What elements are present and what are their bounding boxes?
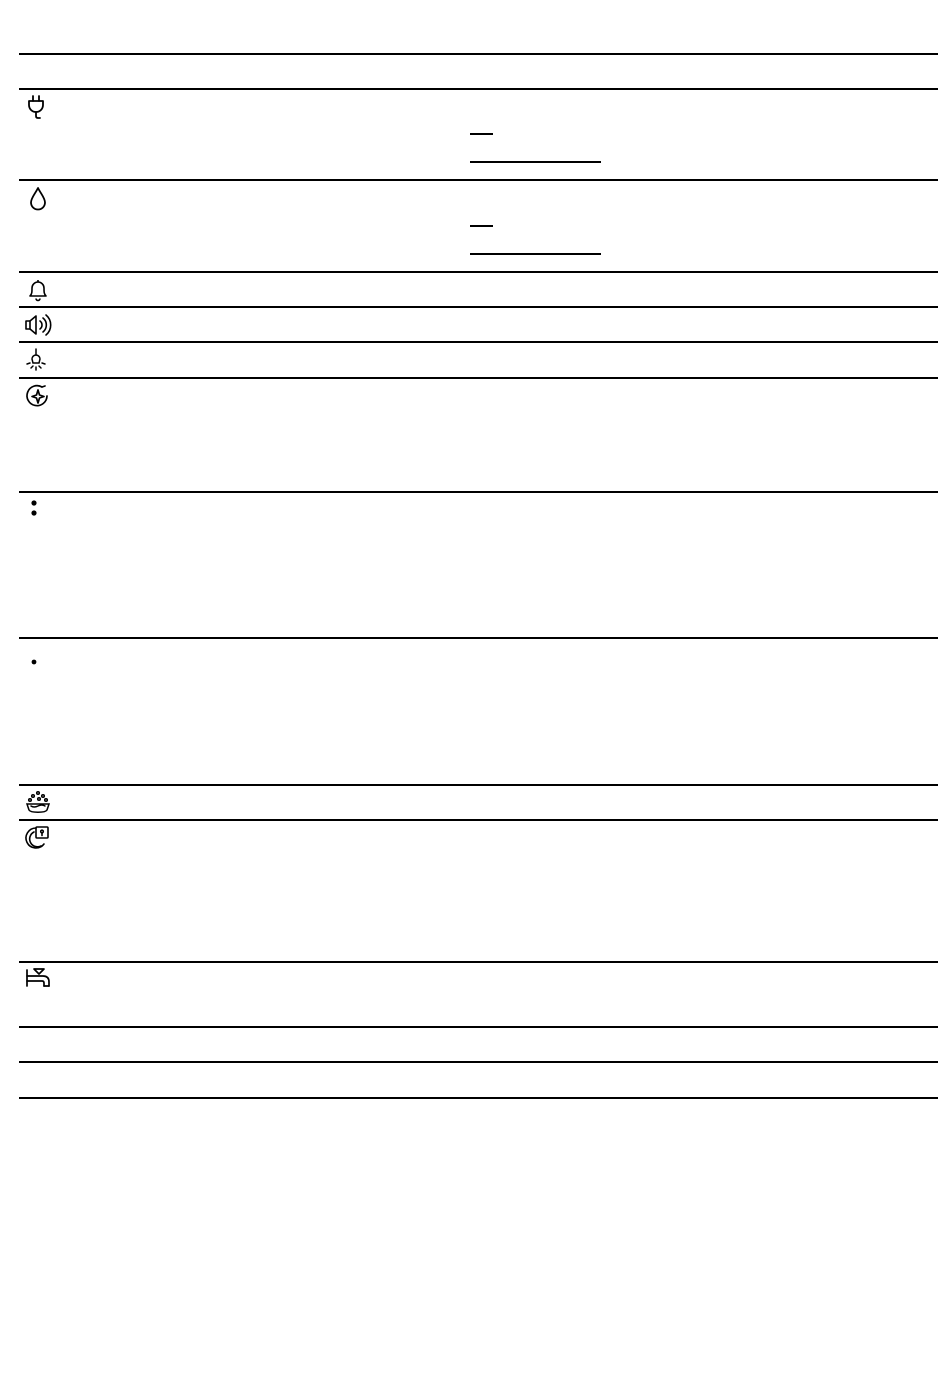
row-rule bbox=[19, 1061, 938, 1063]
row-rule bbox=[19, 1026, 938, 1028]
rinse-aid-icon bbox=[23, 789, 53, 819]
speaker-volume-icon bbox=[23, 310, 53, 340]
light-bulb-icon bbox=[23, 346, 53, 376]
row-rule bbox=[19, 271, 938, 273]
settings-table bbox=[19, 0, 938, 1100]
bell-icon bbox=[23, 276, 53, 306]
value-dash-long bbox=[470, 253, 601, 255]
row-rule bbox=[19, 961, 938, 963]
row-rule bbox=[19, 784, 938, 786]
row-rule bbox=[19, 637, 938, 639]
table-bottom-rule bbox=[19, 1097, 938, 1099]
row-rule bbox=[19, 179, 938, 181]
clean-cycle-icon bbox=[23, 382, 53, 412]
tap-icon bbox=[23, 966, 53, 996]
table-top-rule bbox=[19, 53, 938, 55]
value-dash-short bbox=[470, 133, 493, 135]
row-rule bbox=[19, 819, 938, 821]
two-dots-icon bbox=[23, 496, 53, 526]
row-rule bbox=[19, 491, 938, 493]
value-dash-long bbox=[470, 161, 601, 163]
door-lock-icon bbox=[23, 824, 53, 854]
row-rule bbox=[19, 341, 938, 343]
header-rule bbox=[19, 88, 938, 90]
water-drop-icon bbox=[23, 185, 53, 215]
row-rule bbox=[19, 306, 938, 308]
single-dot-icon bbox=[23, 648, 53, 678]
row-rule bbox=[19, 377, 938, 379]
power-plug-icon bbox=[23, 93, 53, 123]
value-dash-short bbox=[470, 225, 493, 227]
